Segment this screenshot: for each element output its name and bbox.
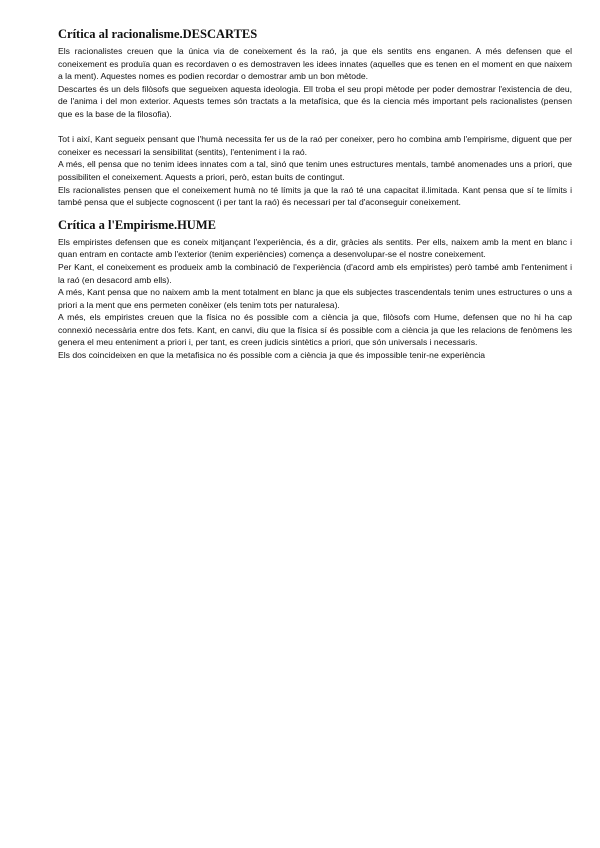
paragraph: Descartes és un dels filòsofs que segueixen aquesta ideologia. Ell troba el seu propi mètode per poder demostrar l'existencia de deu, de l'anima i del mon exterior. Aquests temes són tractats a la metafísica, que és la ciencia més important pels racionalistes (pensen que es la base de la filosofia). bbox=[58, 83, 572, 119]
paragraph: Tot i així, Kant segueix pensant que l'humà necessita fer us de la raó per coneixer, pero ho combina amb l'empirisme, diguent que per coneixer es necessari la sensibilitat (sentits), l'enteniment i la raó. bbox=[58, 134, 572, 157]
section-spacer bbox=[58, 209, 572, 217]
section-heading-descartes: Crítica al racionalisme.DESCARTES bbox=[58, 27, 258, 41]
paragraph: Els dos coincideixen en que la metafisica no és possible com a ciència ja que és impossible tenir-ne experiència bbox=[58, 350, 486, 361]
paragraph: Per Kant, el coneixement es produeix amb la combinació de l'experiència (d'acord amb els empiristes) però també amb l'enteniment i la raó (en desacord amb ells). bbox=[58, 261, 572, 285]
document-page bbox=[58, 26, 572, 362]
paragraph: A més, Kant pensa que no naixem amb la ment totalment en blanc ja que els subjectes trascendentals tenim unes estructures o uns a priori a la ment que ens permeten conèixer (els tenim tots per naturalesa). bbox=[58, 287, 572, 310]
paragraph: Els racionalistes pensen que el coneixement humà no té límits ja que la raó té una capacitat il.limitada. Kant pensa que sí te límits i també pensa que el subjecte cognoscent (i per tant la raó) és necessari per tal d'aconseguir coneixement. bbox=[58, 184, 572, 208]
paragraph: A més, els empiristes creuen que la física no és possible com a ciència ja que, filòsofs com Hume, defensen que no hi ha cap connexió necessària entre dos fets. Kant, en canvi, diu que la física sí és possible com a ciència ja que les relacions de fenòmens les genera el meu enteniment a priori i, per tant, es creen judicis sintètics a priori, que són universals i necessaris. bbox=[58, 312, 572, 348]
paragraph: A més, ell pensa que no tenim idees innates com a tal, sinó que tenim unes estructures mentals, també anomenades uns a priori, que possibiliten el coneixement. Aquests a priori, però, estan buits de contingut. bbox=[58, 159, 572, 182]
section-heading-hume: Crítica a l'Empirisme.HUME bbox=[58, 217, 216, 232]
paragraph-spacer bbox=[58, 121, 572, 134]
paragraph: Els empiristes defensen que es coneix mitjançant l'experiència, és a dir, gràcies als sentits. Per ells, naixem amb la ment en blanc i quan entram en contacte amb l'exterior (tenim experiències) comença a desenvolupar-se el nostre coneixement. bbox=[58, 236, 572, 260]
paragraph: Els racionalistes creuen que la única via de coneixement és la raó, ja que els sentits ens enganen. A més defensen que el coneixement es produïa quan es recordaven o es demostraven les idees innates (aquelles que es tenen en el moment en que naixem a la ment). Aquestes nomes es podien recordar o demostrar amb un bon mètode. bbox=[58, 46, 572, 82]
